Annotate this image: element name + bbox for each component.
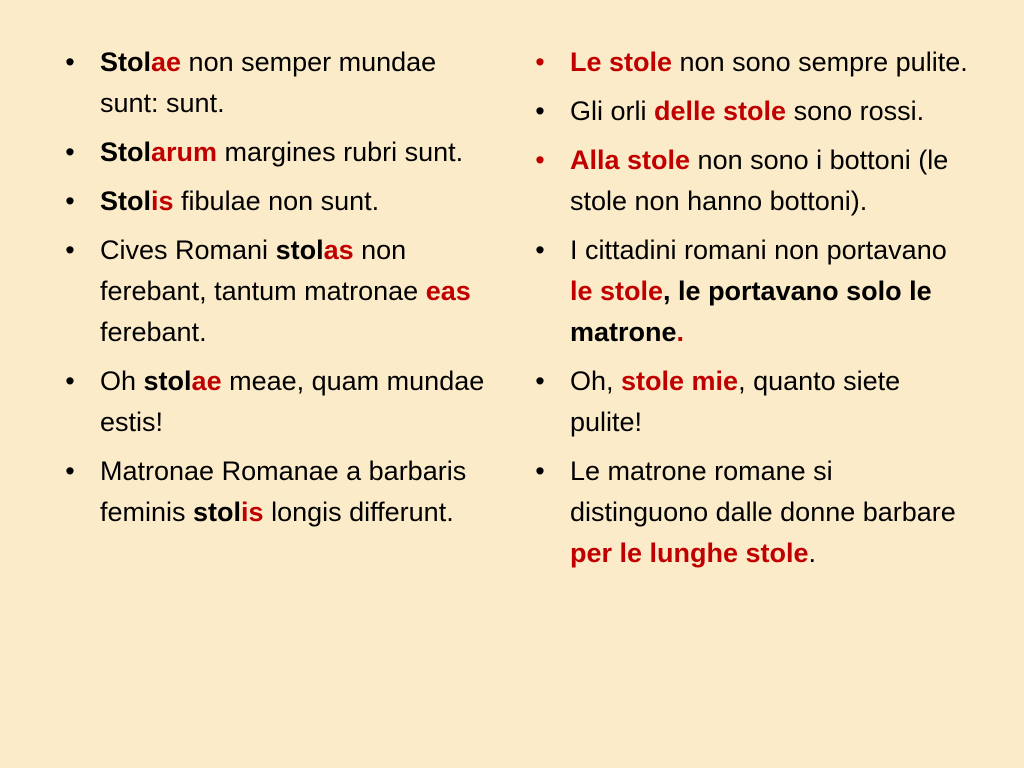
bullet-icon: •: [535, 235, 545, 265]
text-segment: non sono sempre pulite.: [672, 47, 968, 77]
highlighted-text: stole mie: [621, 366, 739, 396]
text-segment: longis differunt.: [263, 497, 454, 527]
highlighted-text: ae: [191, 366, 222, 396]
bullet-icon: •: [65, 186, 75, 216]
text-segment: , le portavano solo le matrone: [570, 276, 932, 347]
text-segment: stol: [143, 366, 192, 396]
text-segment: stol: [193, 497, 242, 527]
list-item: [60, 361, 500, 443]
text-segment: I cittadini romani non portavano: [570, 235, 947, 265]
bullet-icon: •: [535, 145, 545, 175]
bullet-icon: •: [65, 235, 75, 265]
highlighted-text: le stole: [570, 276, 664, 306]
list-item: [60, 230, 500, 353]
highlighted-text: arum: [151, 137, 218, 167]
text-segment: Cives Romani: [100, 235, 276, 265]
text-segment: .: [808, 538, 817, 568]
bullet-icon: •: [65, 137, 75, 167]
highlighted-text: as: [323, 235, 354, 265]
bullet-icon: •: [65, 47, 75, 77]
list-item: [530, 361, 970, 443]
text-segment: margines rubri sunt.: [217, 137, 464, 167]
text-segment: Stol: [100, 186, 151, 216]
text-segment: Gli orli: [570, 96, 655, 126]
italian-column: [530, 42, 970, 582]
text-segment: sono rossi.: [786, 96, 925, 126]
text-segment: Oh: [100, 366, 144, 396]
list-item: [60, 181, 500, 222]
highlighted-text: ae: [151, 47, 182, 77]
list-item: [60, 132, 500, 173]
highlighted-text: is: [151, 186, 174, 216]
highlighted-text: Alla stole: [570, 145, 691, 175]
list-item: [530, 230, 970, 353]
bullet-icon: •: [65, 456, 75, 486]
highlighted-text: .: [676, 317, 685, 347]
text-segment: Matronae Romanae a barbaris feminis: [100, 456, 467, 527]
text-segment: Stol: [100, 137, 151, 167]
text-segment: ferebant.: [100, 317, 207, 347]
list-item: [530, 42, 970, 83]
list-item: [530, 91, 970, 132]
text-segment: non ferebant, tantum matronae: [100, 235, 426, 306]
list-item: [530, 140, 970, 222]
bullet-icon: •: [535, 456, 545, 486]
text-segment: meae, quam mundae estis!: [100, 366, 485, 437]
bullet-icon: •: [65, 366, 75, 396]
highlighted-text: Le stole: [570, 47, 673, 77]
list-item: [60, 451, 500, 533]
text-segment: stol: [275, 235, 324, 265]
list-item: [60, 42, 500, 124]
bullet-icon: •: [535, 96, 545, 126]
text-segment: non semper mundae sunt: sunt.: [100, 47, 437, 118]
bullet-icon: •: [535, 366, 545, 396]
list-item: [530, 451, 970, 574]
latin-column: [60, 42, 500, 541]
highlighted-text: per le lunghe stole: [570, 538, 809, 568]
highlighted-text: is: [241, 497, 264, 527]
text-segment: Oh,: [570, 366, 622, 396]
text-segment: Stol: [100, 47, 151, 77]
highlighted-text: delle stole: [654, 96, 787, 126]
highlighted-text: eas: [425, 276, 471, 306]
text-segment: Le matrone romane si distinguono dalle donne barbare: [570, 456, 956, 527]
text-segment: , quanto siete pulite!: [570, 366, 901, 437]
text-segment: fibulae non sunt.: [173, 186, 380, 216]
text-segment: non sono i bottoni (le stole non hanno bottoni).: [570, 145, 949, 216]
bullet-icon: •: [535, 47, 545, 77]
